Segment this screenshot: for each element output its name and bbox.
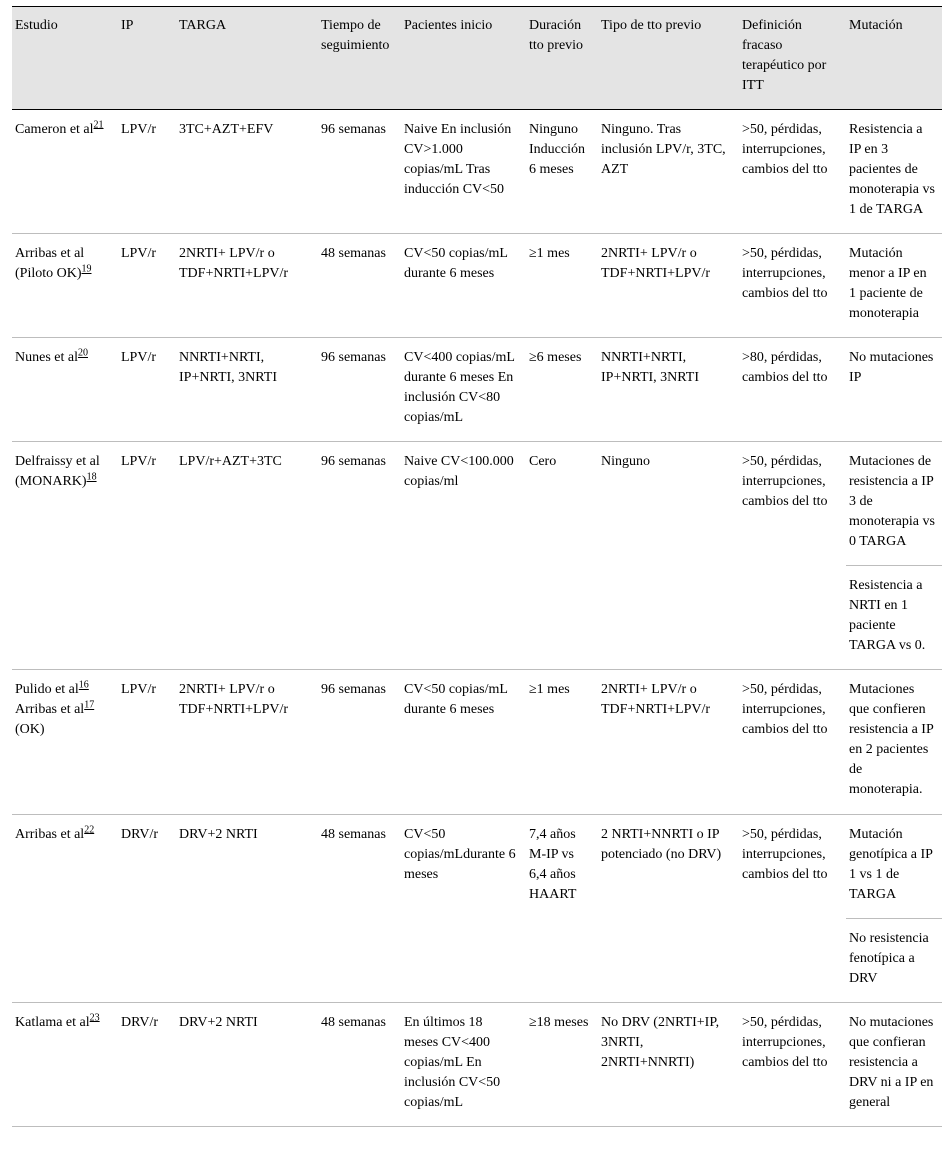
cell-pacientes-inicio: CV<400 copias/mL durante 6 meses En inclusión CV<80 copias/mL — [401, 338, 526, 442]
cell-estudio — [12, 1002, 118, 1126]
cell-estudio — [12, 442, 118, 670]
cell-duracion-tto-previo: ≥6 meses — [526, 338, 598, 442]
column-header-mutacion: Mutación — [846, 7, 942, 110]
cell-tipo-de-tto-previo: NNRTI+NRTI, IP+NRTI, 3NRTI — [598, 338, 739, 442]
mutacion-note: No mutaciones IP — [849, 350, 934, 386]
cell-tiempo-de-seguimiento: 48 semanas — [318, 814, 401, 1002]
cell-definicion-fracaso-terapeutico-itt: >50, pérdidas, interrupciones, cambios del tto — [739, 814, 846, 1002]
cell-tipo-de-tto-previo: No DRV (2NRTI+IP, 3NRTI, 2NRTI+NNRTI) — [598, 1002, 739, 1126]
cell-ip: DRV/r — [118, 814, 176, 1002]
column-header-definicion-fracaso-terapeutico-itt: Definición fracaso terapéutico por ITT — [739, 7, 846, 110]
citation-superscript — [84, 700, 94, 711]
citation-superscript — [79, 680, 89, 691]
table-header — [12, 7, 942, 110]
cell-targa: NNRTI+NRTI, IP+NRTI, 3NRTI — [176, 338, 318, 442]
cell-ip: LPV/r — [118, 338, 176, 442]
study-name-text: (OK) — [15, 722, 45, 738]
table-row — [12, 1002, 942, 1126]
column-header-estudio: Estudio — [12, 7, 118, 110]
cell-definicion-fracaso-terapeutico-itt: >50, pérdidas, interrupciones, cambios del tto — [739, 1002, 846, 1126]
study-name-text: Arribas et al (Piloto OK) — [15, 246, 85, 282]
cell-mutacion — [846, 670, 942, 814]
cell-definicion-fracaso-terapeutico-itt: >50, pérdidas, interrupciones, cambios del tto — [739, 670, 846, 814]
cell-definicion-fracaso-terapeutico-itt: >50, pérdidas, interrupciones, cambios del tto — [739, 110, 846, 234]
citation-superscript — [87, 472, 97, 483]
cell-estudio — [12, 338, 118, 442]
citation-link[interactable]: 17 — [84, 699, 95, 711]
mutacion-note: No mutaciones que confieran resistencia a DRV ni a IP en general — [849, 1014, 934, 1110]
citation-superscript — [78, 348, 88, 359]
cell-ip: LPV/r — [118, 442, 176, 670]
table-row — [12, 670, 942, 814]
study-name-text: Delfraissy et al (MONARK) — [15, 454, 100, 490]
column-header-pacientes-inicio: Pacientes inicio — [401, 7, 526, 110]
citation-link[interactable]: 20 — [77, 347, 88, 359]
table-body — [12, 110, 942, 1127]
cell-pacientes-inicio: CV<50 copias/mL durante 6 meses — [401, 234, 526, 338]
table-row — [12, 234, 942, 338]
citation-link[interactable]: 22 — [84, 823, 95, 835]
citation-superscript — [90, 1012, 100, 1023]
cell-duracion-tto-previo: ≥1 mes — [526, 234, 598, 338]
cell-tipo-de-tto-previo: 2NRTI+ LPV/r o TDF+NRTI+LPV/r — [598, 670, 739, 814]
cell-definicion-fracaso-terapeutico-itt: >50, pérdidas, interrupciones, cambios del tto — [739, 234, 846, 338]
cell-ip: LPV/r — [118, 110, 176, 234]
study-name-text: Katlama et al — [15, 1014, 90, 1030]
column-header-tiempo-de-seguimiento: Tiempo de seguimiento — [318, 7, 401, 110]
study-name-text: Nunes et al — [15, 350, 78, 366]
study-name-text: Pulido et al — [15, 682, 79, 698]
cell-tipo-de-tto-previo: 2 NRTI+NNRTI o IP potenciado (no DRV) — [598, 814, 739, 1002]
mutacion-note: Mutaciones que confieren resistencia a IP en 2 pacientes de monoterapia. — [849, 682, 934, 798]
cell-estudio — [12, 814, 118, 1002]
citation-superscript — [94, 119, 104, 130]
cell-targa: DRV+2 NRTI — [176, 814, 318, 1002]
citation-link[interactable]: 18 — [86, 471, 97, 483]
cell-mutacion — [846, 814, 942, 1002]
cell-tiempo-de-seguimiento: 48 semanas — [318, 234, 401, 338]
cell-mutacion — [846, 110, 942, 234]
cell-duracion-tto-previo: ≥1 mes — [526, 670, 598, 814]
cell-definicion-fracaso-terapeutico-itt: >50, pérdidas, interrupciones, cambios del tto — [739, 442, 846, 670]
study-name-text: Arribas et al — [15, 702, 85, 718]
cell-pacientes-inicio: En últimos 18 meses CV<400 copias/mL En inclusión CV<50 copias/mL — [401, 1002, 526, 1126]
cell-tipo-de-tto-previo: 2NRTI+ LPV/r o TDF+NRTI+LPV/r — [598, 234, 739, 338]
column-header-tipo-de-tto-previo: Tipo de tto previo — [598, 7, 739, 110]
cell-estudio — [12, 670, 118, 814]
table-row — [12, 814, 942, 1002]
study-name-text: Cameron et al — [15, 122, 94, 138]
cell-pacientes-inicio: CV<50 copias/mL durante 6 meses — [401, 670, 526, 814]
header-row — [12, 7, 942, 110]
cell-tiempo-de-seguimiento: 96 semanas — [318, 442, 401, 670]
cell-definicion-fracaso-terapeutico-itt: >80, pérdidas, cambios del tto — [739, 338, 846, 442]
cell-tiempo-de-seguimiento: 48 semanas — [318, 1002, 401, 1126]
cell-tipo-de-tto-previo: Ninguno. Tras inclusión LPV/r, 3TC, AZT — [598, 110, 739, 234]
cell-duracion-tto-previo: ≥18 meses — [526, 1002, 598, 1126]
table-row — [12, 110, 942, 234]
cell-mutacion — [846, 338, 942, 442]
citation-link[interactable]: 21 — [93, 119, 104, 131]
citation-superscript — [82, 264, 92, 275]
cell-duracion-tto-previo: Cero — [526, 442, 598, 670]
study-name-text: Arribas et al — [15, 826, 85, 842]
cell-targa: 3TC+AZT+EFV — [176, 110, 318, 234]
column-header-targa: TARGA — [176, 7, 318, 110]
cell-pacientes-inicio: Naive CV<100.000 copias/ml — [401, 442, 526, 670]
cell-pacientes-inicio: Naive En inclusión CV>1.000 copias/mL Tras inducción CV<50 — [401, 110, 526, 234]
column-header-ip: IP — [118, 7, 176, 110]
column-header-duracion-tto-previo: Duración tto previo — [526, 7, 598, 110]
cell-targa: LPV/r+AZT+3TC — [176, 442, 318, 670]
cell-mutacion — [846, 442, 942, 670]
citation-superscript — [84, 824, 94, 835]
cell-ip: DRV/r — [118, 1002, 176, 1126]
mutacion-note: Mutaciones de resistencia a IP 3 de monoterapia vs 0 TARGA — [849, 454, 935, 550]
cell-targa: 2NRTI+ LPV/r o TDF+NRTI+LPV/r — [176, 234, 318, 338]
table-row — [12, 442, 942, 670]
cell-mutacion — [846, 234, 942, 338]
cell-tiempo-de-seguimiento: 96 semanas — [318, 670, 401, 814]
mutacion-note: Resistencia a NRTI en 1 paciente TARGA vs 0. — [846, 565, 942, 669]
cell-estudio — [12, 234, 118, 338]
cell-duracion-tto-previo: 7,4 años M-IP vs 6,4 años HAART — [526, 814, 598, 1002]
table-row — [12, 338, 942, 442]
cell-targa: DRV+2 NRTI — [176, 1002, 318, 1126]
cell-mutacion — [846, 1002, 942, 1126]
cell-duracion-tto-previo: Ninguno Inducción 6 meses — [526, 110, 598, 234]
mutacion-note: Mutación menor a IP en 1 paciente de monoterapia — [849, 246, 927, 322]
cell-ip: LPV/r — [118, 670, 176, 814]
citation-link[interactable]: 23 — [89, 1011, 100, 1023]
mutacion-note: Resistencia a IP en 3 pacientes de monoterapia vs 1 de TARGA — [849, 122, 935, 218]
mutacion-note: No resistencia fenotípica a DRV — [846, 918, 942, 1002]
citation-link[interactable]: 19 — [81, 263, 92, 275]
cell-targa: 2NRTI+ LPV/r o TDF+NRTI+LPV/r — [176, 670, 318, 814]
cell-estudio — [12, 110, 118, 234]
citation-link[interactable]: 16 — [78, 679, 89, 691]
studies-table — [12, 6, 942, 1127]
cell-pacientes-inicio: CV<50 copias/mLdurante 6 meses — [401, 814, 526, 1002]
cell-tipo-de-tto-previo: Ninguno — [598, 442, 739, 670]
cell-tiempo-de-seguimiento: 96 semanas — [318, 110, 401, 234]
mutacion-note: Mutación genotípica a IP 1 vs 1 de TARGA — [849, 826, 933, 902]
cell-ip: LPV/r — [118, 234, 176, 338]
cell-tiempo-de-seguimiento: 96 semanas — [318, 338, 401, 442]
